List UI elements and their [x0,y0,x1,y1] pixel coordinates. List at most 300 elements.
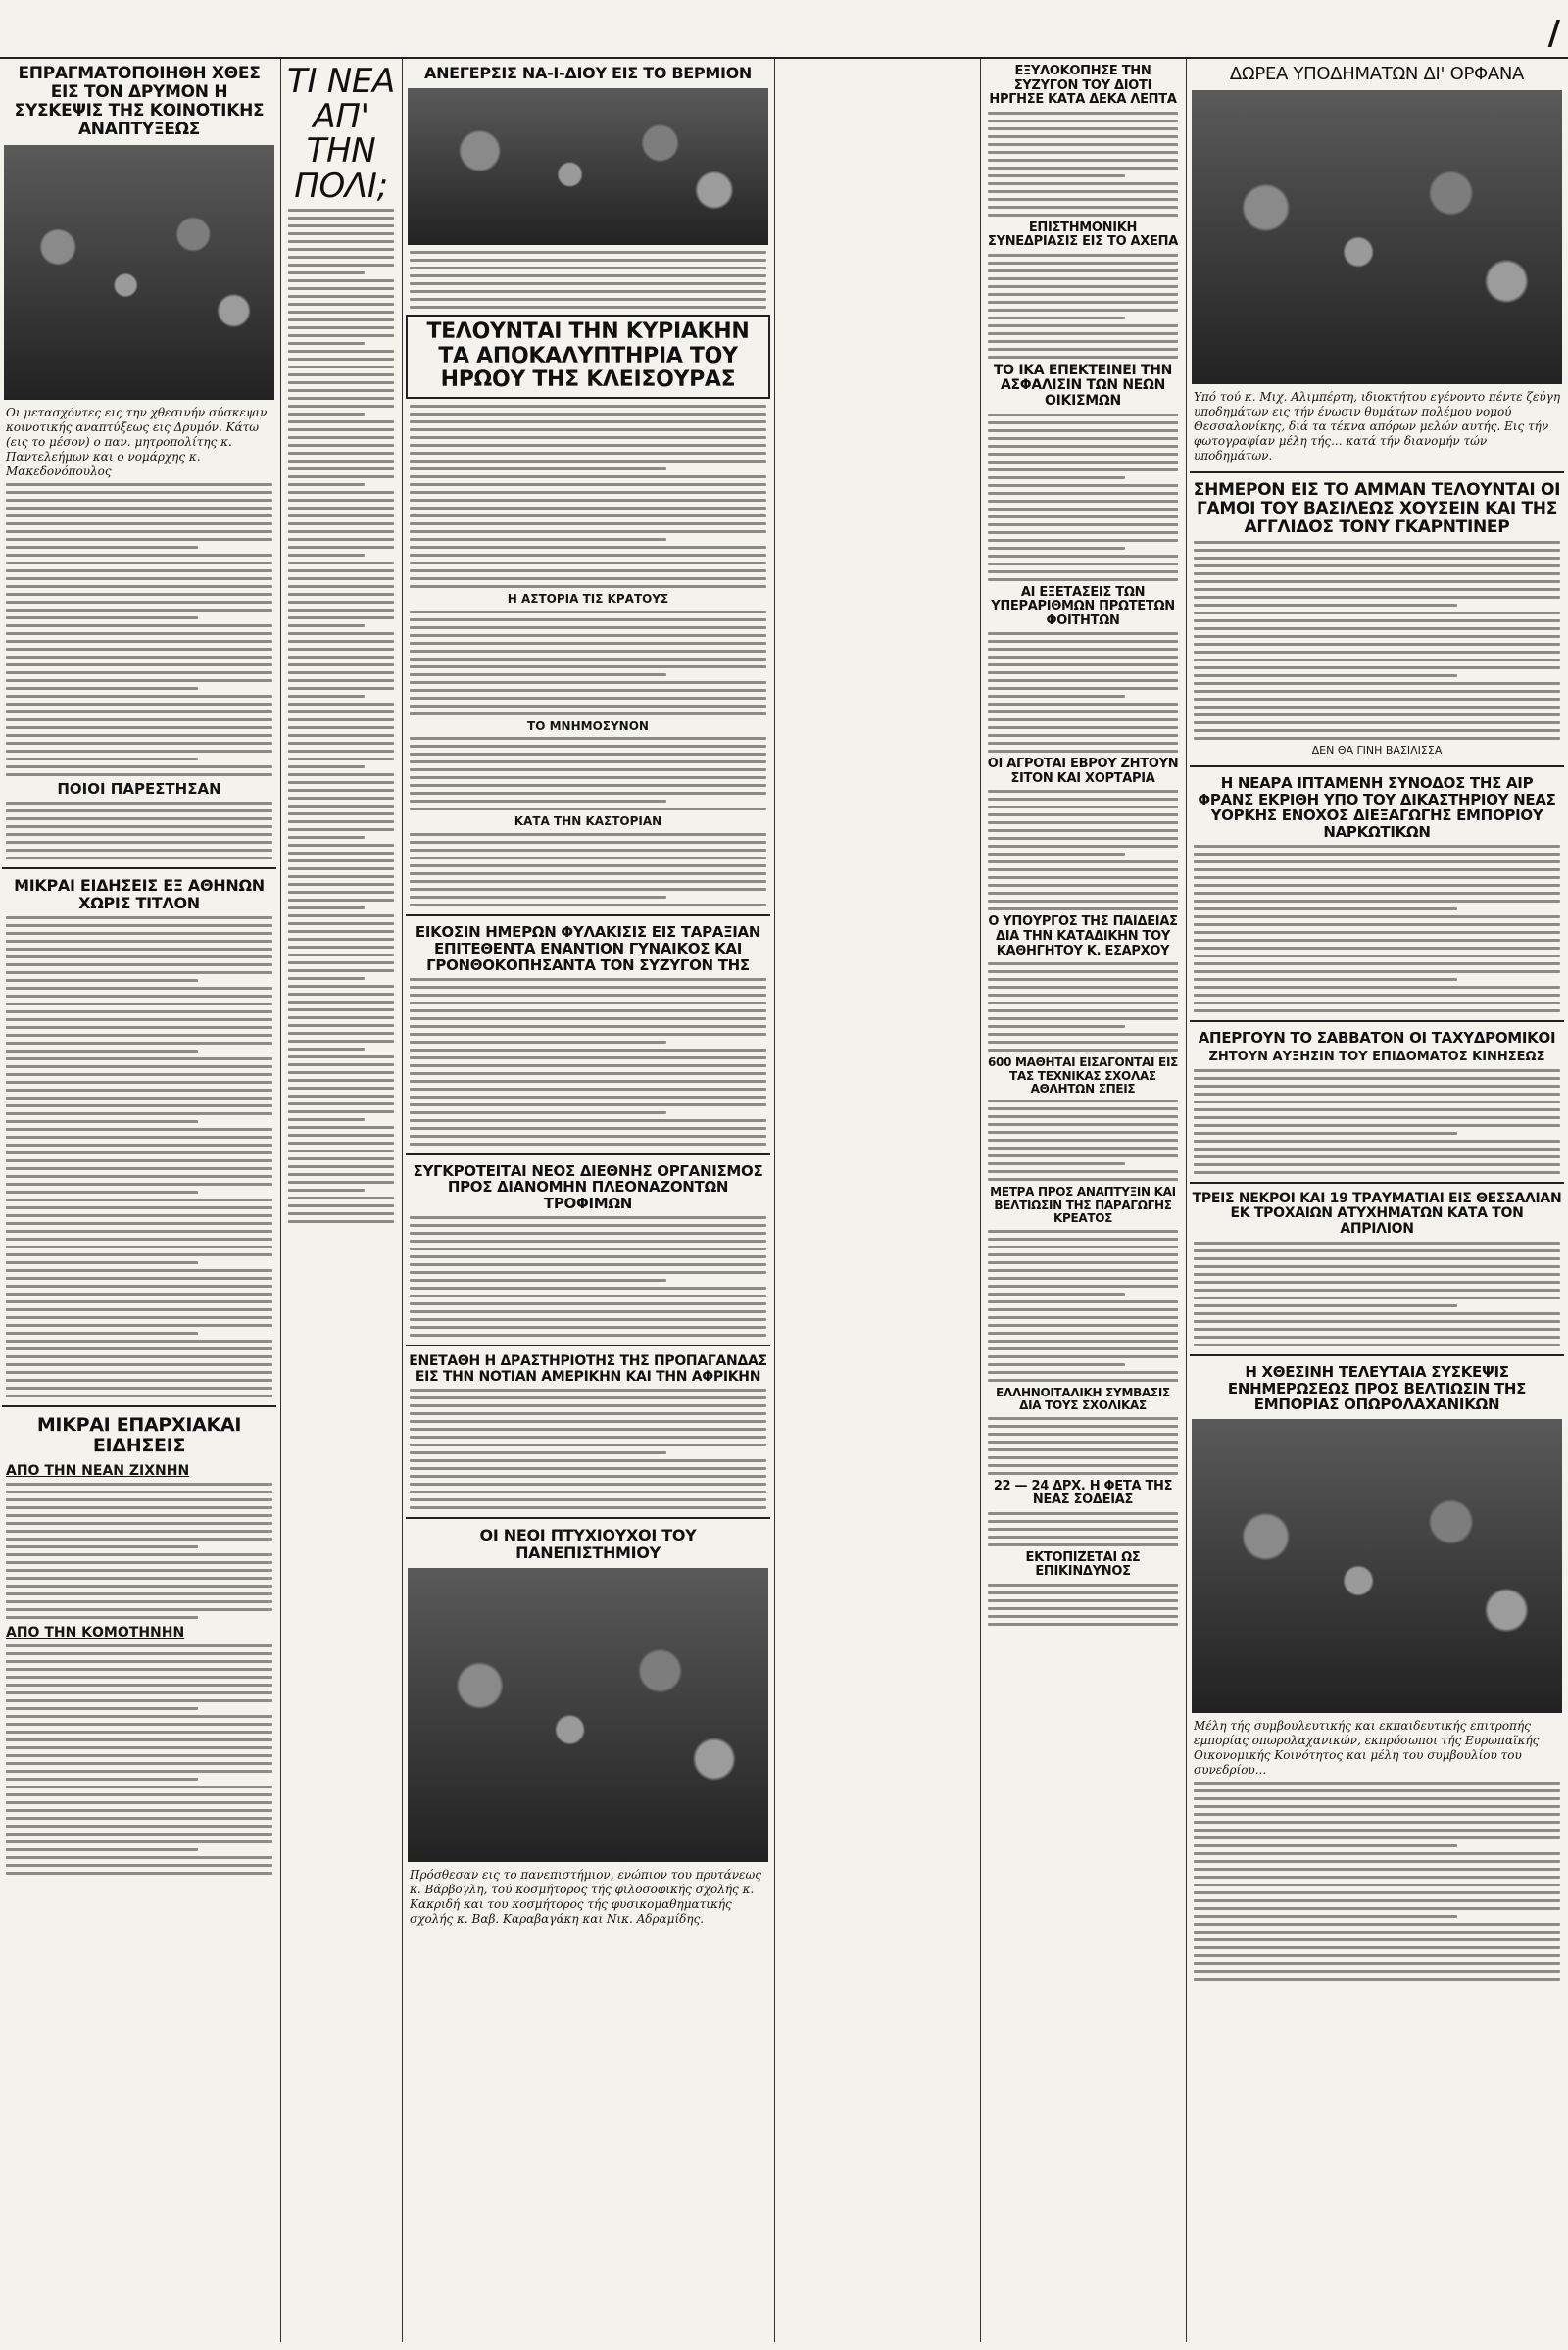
text-line [1194,666,1560,669]
text-line [1194,1171,1560,1174]
text-line [988,531,1178,534]
text-line [410,705,766,708]
text-line [988,1269,1178,1272]
column-rule [402,59,403,2342]
text-line [288,1134,394,1137]
text-line [988,1591,1178,1594]
text-line [288,334,394,337]
headline-meat: ΜΕΤΡΑ ΠΡΟΣ ΑΝΑΠΤΥΞΙΝ ΚΑΙ ΒΕΛΤΙΩΣΙΝ ΤΗΣ ΠΑΡΑΓΩΓΗΣ ΚΡΕΑΤΟΣ [990,1185,1176,1226]
text-line [6,1738,272,1741]
text-line [288,554,365,557]
text-line [288,475,394,478]
text-line [288,420,394,423]
text-line [6,1269,272,1272]
text-line [1194,1124,1560,1127]
column-5 [1188,59,1566,2342]
text-line [988,254,1178,257]
text-line [1194,1821,1560,1824]
text-line [6,1778,198,1781]
text-line [1194,1805,1560,1808]
text-line [288,562,394,564]
text-line [1194,1829,1560,1832]
text-line [988,978,1178,981]
text-line [988,986,1178,989]
text-line [410,1287,766,1290]
text-line [1194,1273,1560,1276]
text-line [6,1506,272,1509]
text-line [6,1545,198,1548]
column-rule [1186,59,1187,2342]
text-line [1194,931,1560,934]
text-line [288,318,394,321]
text-line [1194,1077,1560,1080]
text-line [410,1436,766,1439]
text-line [988,845,1178,848]
text-line [988,1238,1178,1241]
text-line [410,642,766,645]
text-line [410,673,666,676]
subhead-mnimosyno: ΤΟ ΜΝΗΜΟΣΥΝΟΝ [527,718,649,733]
column-4 [982,59,1184,2342]
text-line [6,538,272,541]
text-line [1194,1242,1560,1245]
text-line [288,1142,394,1145]
text-line [1194,651,1560,654]
text-line [6,616,198,619]
text-line [410,562,766,564]
text-line [410,1498,766,1501]
text-line [988,1355,1178,1358]
text-line [1194,962,1560,965]
text-line [288,1001,394,1004]
text-line [988,547,1125,550]
text-line [1194,1789,1560,1792]
text-line [1194,955,1560,957]
headline-air-france: Η ΝΕΑΡΑ ΙΠΤΑΜΕΝΗ ΣΥΝΟΔΟΣ ΤΗΣ ΑΙΡ ΦΡΑΝΣ ΕΚΡΙΘΗ ΥΠΟ ΤΟΥ ΔΙΚΑΣΤΗΡΙΟΥ ΝΕΑΣ ΥΟΡΚΗΣ ΕΝΟΧΟΣ ΔΙΕΞΑΓΩΓΗΣ ΕΜΠΟΡΙΟΥ ΝΑΡΚΩΤΙΚΩΝ [1198,773,1556,842]
text-line [410,986,766,989]
text-line [988,1300,1178,1303]
text-line [988,1316,1178,1319]
text-line [288,1055,394,1058]
text-line [288,883,394,886]
text-line [288,1024,394,1027]
text-line [410,1119,766,1122]
text-line [288,240,394,243]
column-rule [280,59,281,2342]
headline-accidents: ΤΡΕΙΣ ΝΕΚΡΟΙ ΚΑΙ 19 ΤΡΑΥΜΑΤΙΑΙ ΕΙΣ ΘΕΣΣΑΛΙΑΝ ΕΚ ΤΡΟΧΑΙΩΝ ΑΤΥΧΗΜΑΤΩΝ ΚΑΤΑ ΤΟΝ ΑΠΡΙΛΙΟΝ [1192,1190,1562,1238]
headline-farmers: ΟΙ ΑΓΡΟΤΑΙ ΕΒΡΟΥ ΖΗΤΟΥΝ ΣΙΤΟΝ ΚΑΙ ΧΟΡΤΑΡΙΑ [987,757,1179,786]
text-line [410,745,766,748]
text-line [6,825,272,828]
text-line [288,577,394,580]
photo-conference [4,145,274,400]
text-line [6,648,272,651]
text-line [988,277,1178,280]
text-line [988,1433,1178,1436]
text-line [1194,1257,1560,1260]
text-line [988,1115,1178,1118]
text-line [6,1723,272,1726]
text-line [988,1599,1178,1602]
text-line [410,737,766,740]
text-line [288,781,394,784]
text-line [410,1248,766,1250]
text-line [988,484,1178,487]
text-line [288,1204,394,1207]
text-line [1194,994,1560,997]
text-line [410,1080,766,1083]
text-line [288,1079,394,1082]
text-line [988,159,1178,162]
text-line [1194,604,1457,607]
text-line [1194,737,1560,740]
text-line [1194,1328,1560,1331]
text-line [6,656,272,659]
text-line [410,1420,766,1423]
text-line [988,907,1178,910]
text-line [6,640,272,643]
text-line [6,569,272,572]
text-line [410,1041,666,1044]
text-line [988,324,1178,327]
text-line [1194,1132,1457,1135]
text-line [988,718,1178,721]
text-line [6,1616,198,1619]
text-line [6,1261,198,1264]
divider [1190,471,1564,473]
text-line [288,1008,394,1011]
text-line [1194,1336,1560,1339]
article-text [410,1389,766,1509]
text-line [6,1347,272,1350]
text-line [288,1212,394,1215]
text-line [1194,892,1560,895]
text-line [6,948,272,951]
text-line [288,616,394,619]
text-line [1194,1093,1560,1096]
text-line [288,546,394,549]
article-text [988,1100,1178,1181]
text-line [6,1600,272,1603]
text-line [288,366,394,368]
text-line [6,1300,272,1303]
article-text [988,1230,1178,1382]
text-line [288,852,394,855]
text-line [288,1150,394,1152]
text-line [988,1543,1178,1546]
text-line [410,768,766,771]
text-line [6,1668,272,1671]
text-line [988,829,1178,832]
text-line [988,135,1178,138]
text-line [988,120,1178,122]
text-line [6,483,272,486]
article-text [988,414,1178,581]
text-line [1194,643,1560,646]
text-line [988,437,1178,440]
text-line [6,562,272,564]
text-line [6,546,198,549]
text-line [6,1308,272,1311]
text-line [1194,939,1560,942]
text-line [410,1002,766,1004]
text-line [6,1840,272,1843]
text-line [410,274,766,277]
text-line [1194,682,1560,685]
text-line [988,332,1178,335]
text-line [410,436,766,439]
text-line [288,734,394,737]
text-line [410,1475,766,1478]
article-text [410,737,766,810]
text-line [288,993,394,996]
divider [1190,1182,1564,1184]
text-line [988,1261,1178,1264]
text-line [6,1746,272,1749]
text-line [410,626,766,629]
text-line [988,632,1178,635]
text-line [6,679,272,682]
article-text [1194,1242,1560,1346]
text-line [288,844,394,847]
text-line [288,232,394,235]
text-line [410,1232,766,1235]
text-line [988,1340,1178,1343]
text-line [410,259,766,262]
text-line [410,483,766,486]
text-line [1194,1860,1560,1863]
text-line [410,880,766,883]
text-line [1194,612,1560,614]
text-line [288,601,394,604]
text-line [288,342,365,345]
text-line [988,523,1178,526]
text-line [288,797,394,800]
text-line [288,287,394,290]
text-line [288,1040,394,1043]
text-line [988,492,1178,495]
text-line [988,578,1178,581]
article-text [988,1584,1178,1626]
article-text [410,1216,766,1337]
text-line [410,1467,766,1470]
text-line [288,593,394,596]
text-line [288,930,394,933]
text-line [410,1459,766,1462]
text-line [288,985,394,988]
text-line [6,1817,272,1820]
text-line [288,750,394,753]
text-line [410,1143,766,1146]
text-line [410,665,766,668]
text-line [988,301,1178,304]
photo-shoes-donation [1192,90,1562,384]
text-line [6,1230,272,1233]
text-line [410,634,766,637]
text-line [6,1316,272,1319]
headline-drymos: ΕΠΡΑΓΜΑΤΟΠΟΙΗΘΗ ΧΘΕΣ ΕΙΣ ΤΟΝ ΔΡΥΜΟΝ Η ΣΥΣΚΕΨΙΣ ΤΗΣ ΚΟΙΝΟΤΙΚΗΣ ΑΝΑΠΤΥΞΕΩΣ [14,64,265,140]
text-line [6,1691,272,1694]
text-line [288,914,394,917]
text-line [288,413,365,416]
text-line [6,1699,272,1702]
text-line [410,857,766,859]
edge-glyph: / [1547,14,1560,53]
text-line [6,1577,272,1580]
text-line [6,1762,272,1765]
headline-brief-news: ΜΙΚΡΑΙ ΕΙΔΗΣΕΙΣ ΕΞ ΑΘΗΝΩΝ ΧΩΡΙΣ ΤΙΤΛΟΝ [14,876,265,913]
article-text [988,1512,1178,1546]
text-line [288,530,394,533]
text-line [6,663,272,666]
text-line [6,1151,272,1154]
text-line [6,1285,272,1288]
text-line [6,833,272,836]
text-line [1194,1868,1560,1871]
text-line [6,1644,272,1647]
text-line [988,356,1178,359]
text-line [988,1417,1178,1420]
text-line [988,1363,1125,1366]
headline-danger: ΕΚΤΟΠΙΖΕΤΑΙ ΩΣ ΕΠΙΚΙΝΔΥΝΟΣ [1025,1549,1141,1580]
headline-fruit-trade: Η ΧΘΕΣΙΝΗ ΤΕΛΕΥΤΑΙΑ ΣΥΣΚΕΨΙΣ ΕΝΗΜΕΡΩΣΕΩΣ ΠΡΟΣ ΒΕΛΤΙΩΣΙΝ ΤΗΣ ΕΜΠΟΡΙΑΣ ΟΠΩΡΟΛΑΧΑΝΙΚΩΝ [1227,1362,1527,1414]
text-line [410,1451,666,1454]
text-line [6,1585,272,1588]
text-line [988,1472,1178,1475]
text-line [6,1833,272,1836]
article-text [410,833,766,906]
text-line [288,507,394,510]
text-line [988,1033,1178,1036]
text-line [6,1010,272,1013]
text-line [410,1412,766,1415]
text-line [410,658,766,661]
divider [406,1153,770,1155]
text-line [410,872,766,875]
text-line [6,1652,272,1655]
text-line [6,1483,272,1486]
text-line [1194,868,1560,871]
text-line [988,900,1178,903]
text-line [988,1154,1178,1157]
text-line [6,1112,272,1115]
text-line [988,892,1178,895]
text-line [6,1293,272,1296]
text-line [410,413,766,416]
text-line [1194,884,1560,887]
text-line [288,1181,394,1184]
article-text [410,611,766,715]
text-line [288,397,394,400]
text-line [988,1009,1178,1012]
text-line [288,358,394,361]
text-line [988,742,1178,745]
text-line [988,1131,1178,1134]
text-line [1194,698,1560,701]
text-line [288,1016,394,1019]
text-line [6,1561,272,1564]
text-line [6,1553,272,1556]
text-line [988,206,1178,209]
text-line [988,687,1178,690]
text-line [288,499,394,502]
text-line [410,792,766,795]
headline-agreement: ΕΛΛΗΝΟΙΤΑΛΙΚΗ ΣΥΜΒΑΣΙΣ ΔΙΑ ΤΟΥΣ ΣΧΟΛΙΚΑΣ [996,1385,1170,1413]
text-line [6,1793,272,1796]
text-line [288,350,394,353]
text-line [6,1034,272,1037]
text-line [1194,1289,1560,1292]
text-line [988,167,1178,170]
text-line [1194,1836,1560,1839]
text-line [988,1607,1178,1610]
text-line [6,1324,272,1327]
text-line [988,143,1178,146]
text-line [6,995,272,998]
text-line [1194,1884,1560,1886]
text-line [6,585,272,588]
headline-propaganda: ΕΝΕΤΑΘΗ Η ΔΡΑΣΤΗΡΙΟΤΗΣ ΤΗΣ ΠΡΟΠΑΓΑΝΔΑΣ ΕΙΣ ΤΗΝ ΝΟΤΙΑΝ ΑΜΕΡΙΚΗΝ ΚΑΙ ΤΗΝ ΑΦΡΙΚΗΝ [409,1352,767,1385]
text-line [988,1178,1178,1181]
text-line [6,1872,272,1875]
text-line [288,648,394,651]
text-line [1194,853,1560,856]
text-line [1194,970,1560,973]
text-line [988,970,1178,973]
text-line [988,726,1178,729]
text-line [988,508,1178,511]
text-line [288,1063,394,1066]
text-line [288,311,394,314]
headline-husband: ΕΞΥΛΟΚΟΠΗΣΕ ΤΗΝ ΣΥΖΥΓΟΝ ΤΟΥ ΔΙΟΤΙ ΗΡΓΗΣΕ ΚΑΤΑ ΔΕΚΑ ΛΕΠΤΑ [989,64,1177,108]
headline-arrest: ΕΙΚΟΣΙΝ ΗΜΕΡΩΝ ΦΥΛΑΚΙΣΙΣ ΕΙΣ ΤΑΡΑΞΙΑΝ ΕΠΙΤΕΘΕΝΤΑ ΕΝΑΝΤΙΟΝ ΓΥΝΑΙΚΟΣ ΚΑΙ ΓΡΟΝΘΟΚΟΠΗΣΑΝΤΑ ΤΟΝ ΣΥΖΥΓΟΝ ΤΗΣ [415,923,761,974]
text-line [6,1569,272,1572]
text-line [288,899,394,902]
text-line [288,271,365,274]
photo-church [408,88,768,245]
text-line [6,1238,272,1241]
text-line [6,963,272,966]
text-line [1194,1782,1560,1785]
text-line [410,554,766,557]
text-line [288,695,365,698]
text-line [1194,986,1560,989]
text-line [6,1363,272,1366]
subhead-nea-zichni: ΑΠΟ ΤΗΝ ΝΕΑΝ ΖΙΧΝΗΝ [6,1462,190,1479]
text-line [288,954,394,956]
text-line [410,697,766,700]
text-line [410,1318,766,1321]
text-line [410,1279,666,1282]
text-line [410,546,766,549]
text-line [288,859,394,862]
text-line [6,750,272,753]
text-line [410,530,766,533]
text-line [988,1448,1178,1451]
text-line [288,765,365,768]
divider [406,1517,770,1519]
text-line [1194,557,1560,560]
text-line [988,1139,1178,1142]
text-line [1194,1297,1560,1299]
text-line [988,127,1178,130]
text-line [988,671,1178,674]
text-line [6,1089,272,1092]
text-line [288,1032,394,1035]
text-line [988,663,1178,666]
text-line [1194,1163,1560,1166]
text-line [1194,1140,1560,1143]
